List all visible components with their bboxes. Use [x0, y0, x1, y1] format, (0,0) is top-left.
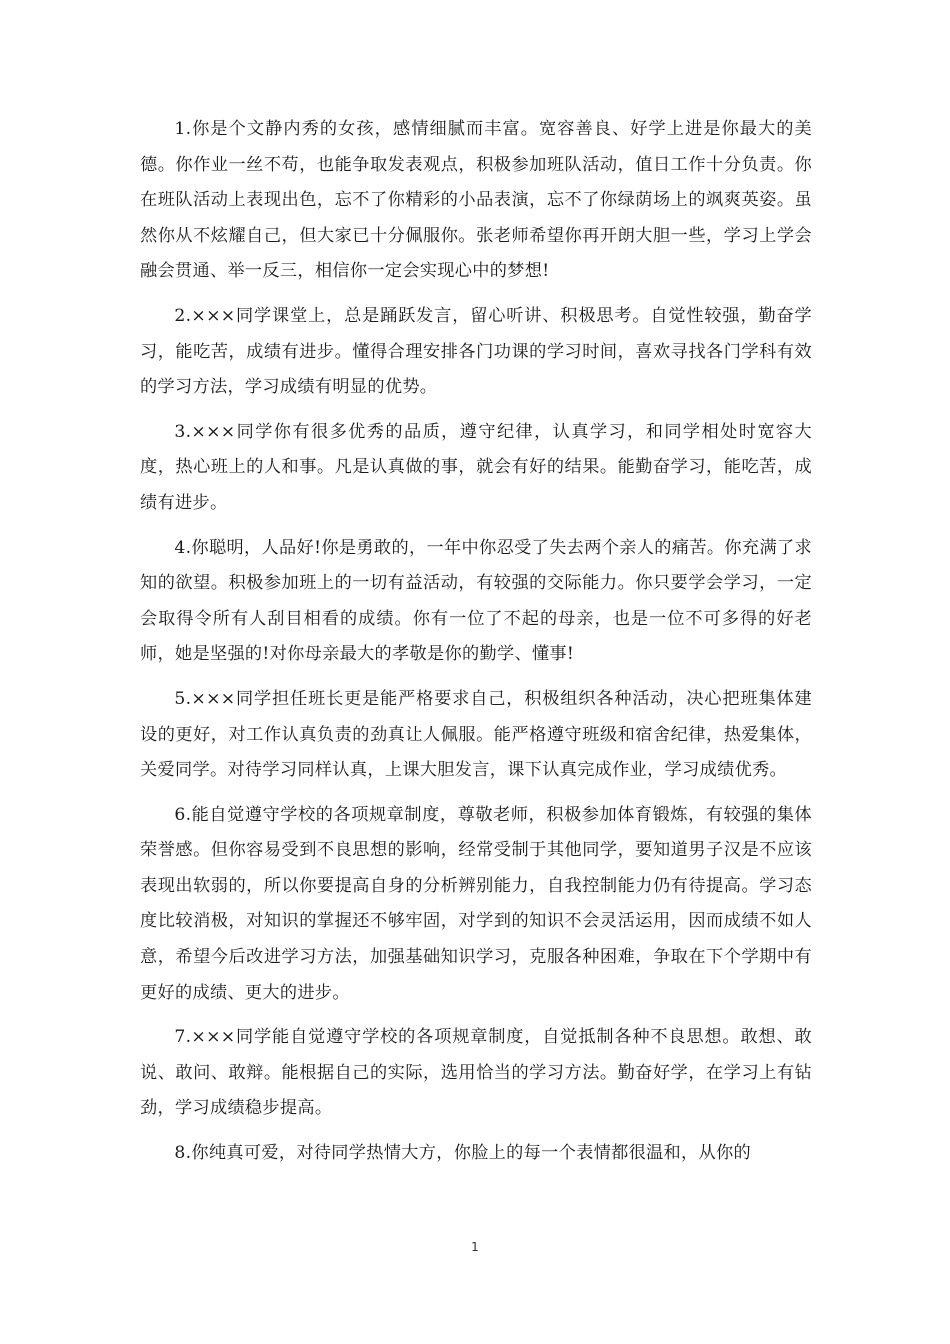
- paragraph-4: 4.你聪明，人品好!你是勇敢的，一年中你忍受了失去两个亲人的痛苦。你充满了求知的欲望。积极参加班上的一切有益活动，有较强的交际能力。你只要学会学习，一定会取得令所有人刮目相看的成绩。你有一位了不起的母亲，也是一位不可多得的好老师，她是坚强的!对你母亲最大的孝敬是你的勤学、懂事!: [140, 537, 812, 665]
- paragraph-7: 7.×××同学能自觉遵守学校的各项规章制度，自觉抵制各种不良思想。敢想、敢说、敢问、敢辩。能根据自己的实际，选用恰当的学习方法。勤奋好学，在学习上有钻劲，学习成绩稳步提高。: [140, 1027, 812, 1119]
- page-number: 1: [471, 1240, 479, 1254]
- paragraph-2: 2.×××同学课堂上，总是踊跃发言，留心听讲、积极思考。自觉性较强，勤奋学习，能吃苦，成绩有进步。懂得合理安排各门功课的学习时间，喜欢寻找各门学科有效的学习方法，学习成绩有明显的优势。: [140, 305, 812, 398]
- paragraph-1: 1.你是个文静内秀的女孩，感情细腻而丰富。宽容善良、好学上进是你最大的美德。你作业一丝不苟，也能争取发表观点，积极参加班队活动，值日工作十分负责。你在班队活动上表现出色，忘不了你精彩的小品表演，忘不了你绿荫场上的飒爽英姿。虽然你从不炫耀自己，但大家已十分佩服你。张老师希望你再开朗大胆一些，学习上学会融会贯通、举一反三，相信你一定会实现心中的梦想!: [140, 119, 812, 282]
- document-body: [140, 112, 812, 1181]
- paragraph-5: 5.×××同学担任班长更是能严格要求自己，积极组织各种活动，决心把班集体建设的更好，对工作认真负责的劲真让人佩服。能严格遵守班级和宿舍纪律，热爱集体，关爱同学。对待学习同样认真，上课大胆发言，课下认真完成作业，学习成绩优秀。: [140, 688, 812, 781]
- paragraph-3: 3.×××同学你有很多优秀的品质，遵守纪律，认真学习，和同学相处时宽容大度，热心班上的人和事。凡是认真做的事，就会有好的结果。能勤奋学习，能吃苦，成绩有进步。: [140, 421, 812, 513]
- paragraph-8: 8.你纯真可爱，对待同学热情大方，你脸上的每一个表情都很温和，从你的: [174, 1143, 751, 1164]
- paragraph-6: 6.能自觉遵守学校的各项规章制度，尊敬老师，积极参加体育锻炼，有较强的集体荣誉感。但你容易受到不良思想的影响，经常受制于其他同学，要知道男子汉是不应该表现出软弱的，所以你要提高自身的分析辨别能力，自我控制能力仍有待提高。学习态度比较消极，对知识的掌握还不够牢固，对学到的知识不会灵活运用，因而成绩不如人意，希望今后改进学习方法，加强基础知识学习，克服各种困难，争取在下个学期中有更好的成绩、更大的进步。: [140, 804, 812, 1003]
